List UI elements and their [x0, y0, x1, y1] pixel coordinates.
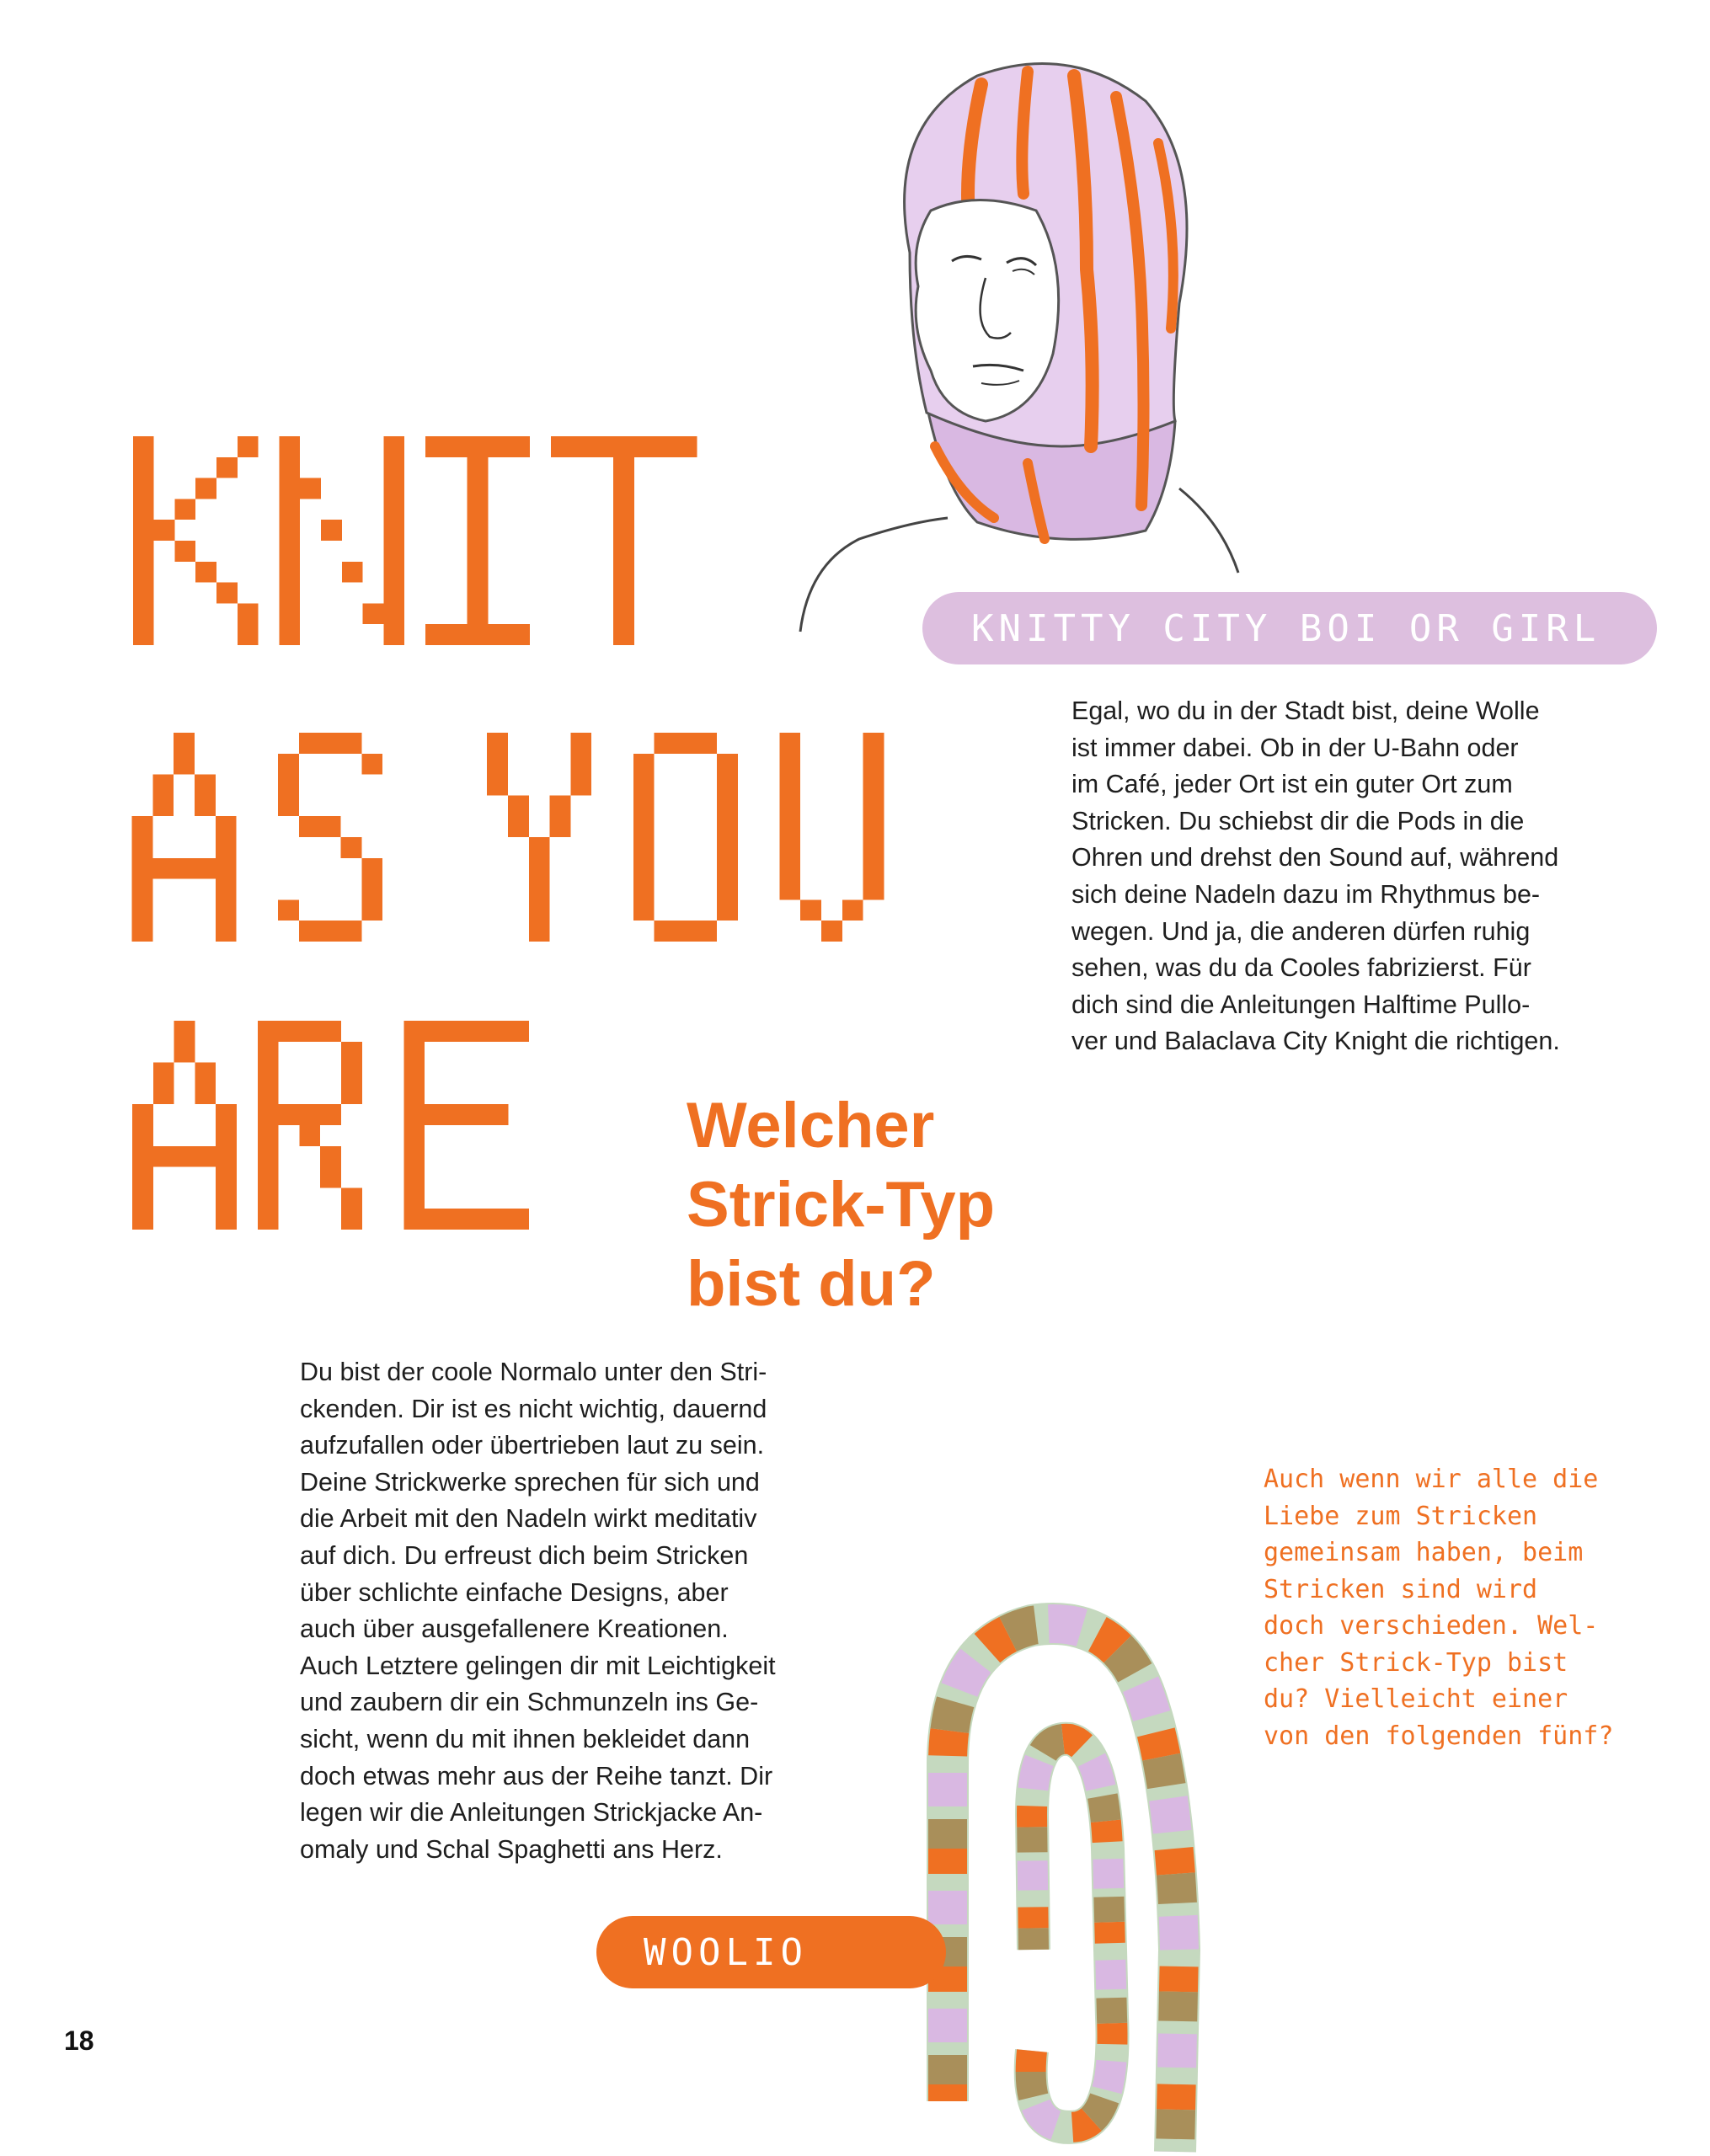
headline-as-you	[131, 733, 990, 942]
type-one-description: Egal, wo du in der Stadt bist, deine Wolle ist immer dabei. Ob in der U-Bahn oder im Café, jeder Ort ist ein guter Ort zum Stricken. Du schiebst dir die Pods in die Ohren und drehst den Sound auf, während sich deine Nadeln dazu im Rhythmus be- wegen. Und ja, die anderen dürfen ruhig sehen, was du da Cooles fabrizierst. Für dich sind die Anleitungen Halftime Pullo- ver und Balaclava City Knight die richtigen.	[1071, 696, 1560, 1056]
intro-side-note: Auch wenn wir alle die Liebe zum Stricken gemeinsam haben, beim Stricken sind wird doch verschieden. Wel- cher Strick-Typ bist du? Vielleicht einer von den folgenden fünf?	[1264, 1465, 1614, 1751]
type-two-description: Du bist der coole Normalo unter den Stri- ckenden. Dir ist es nicht wichtig, dauernd aufzufallen oder übertrieben laut zu sein. Deine Strickwerke sprechen für sich und die Arbeit mit den Nadeln wirkt meditativ auf dich. Du erfreust dich beim Stricken über schlichte einfache Designs, aber auch über ausgefallenere Kreationen. Auch Letztere gelingen dir mit Leichtigkeit und zaubern dir ein Schmunzeln ins Ge- sicht, wenn du mit ihnen bekleidet dann doch etwas mehr aus der Reihe tanzt. Dir legen wir die Anleitungen Strickjacke An- omaly und Schal Spaghetti ans Herz.	[300, 1358, 776, 1864]
page-number: 18	[64, 2025, 94, 2056]
type-label-woolio	[596, 1916, 946, 1988]
type-label-woolio-text: WOOLIO	[644, 1930, 808, 1974]
type-label-knitty-city	[922, 592, 1657, 664]
balaclava-illustration	[783, 51, 1255, 657]
headline-are	[131, 1021, 552, 1230]
scarf-illustration	[922, 1596, 1209, 2156]
headline-knit	[131, 436, 720, 645]
type-label-knitty-city-text: KNITTY CITY BOI OR GIRL	[971, 606, 1601, 650]
section-subhead: Welcher Strick-Typ bist du?	[687, 1090, 996, 1320]
